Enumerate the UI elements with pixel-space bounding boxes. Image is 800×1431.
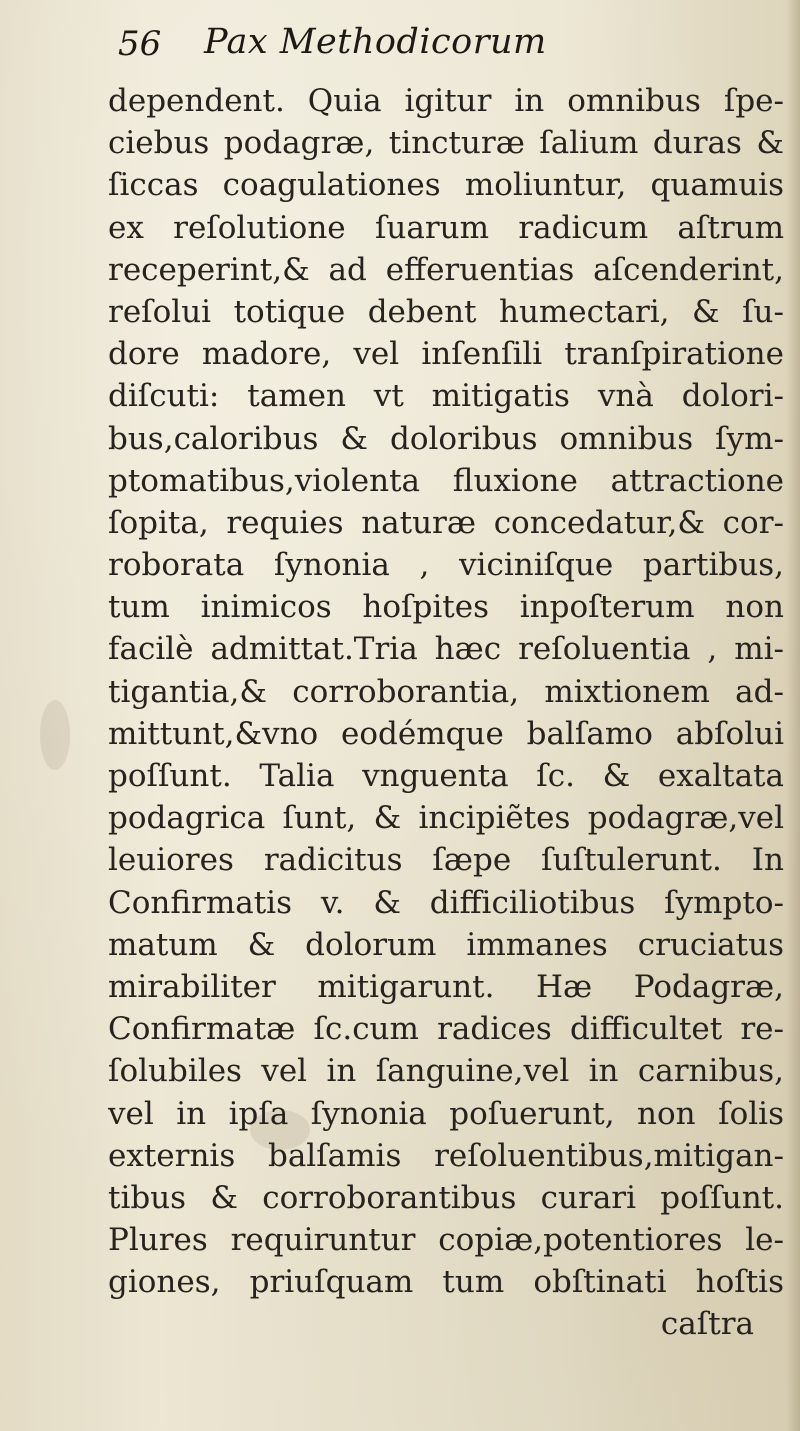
text-line: diſcuti: tamen vt mitigatis vnà dolori-	[108, 378, 784, 415]
text-line: Plures requiruntur copiæ,potentiores le-	[108, 1222, 784, 1259]
text-line: externis balſamis reſoluentibus,mitigan-	[108, 1137, 784, 1174]
text-line: ſiccas coagulationes moliuntur, quamuis	[108, 167, 784, 204]
text-line: tum inimicos hoſpites inpoſterum non	[108, 589, 784, 626]
text-line: leuiores radicitus ſæpe ſuſtulerunt. In	[108, 842, 784, 879]
catchword: caſtra	[660, 1306, 754, 1343]
text-line: bus,caloribus & doloribus omnibus ſym-	[108, 420, 784, 457]
text-line: mittunt,&vno eodémque balſamo abſolui	[108, 715, 784, 752]
text-line: Confirmatæ ſc.cum radices difficultet re-	[108, 1011, 784, 1048]
text-line: poſſunt. Talia vnguenta ſc. & exaltata	[108, 758, 784, 794]
text-line: reſolui totique debent humectari, & ſu-	[108, 293, 784, 330]
text-line: tigantia,& corroborantia, mixtionem ad-	[108, 673, 784, 710]
paper-stain	[40, 700, 70, 770]
text-line: ſolubiles vel in ſanguine,vel in carnibus,	[108, 1053, 784, 1090]
text-line: ex reſolutione ſuarum radicum aſtrum	[108, 209, 784, 246]
text-line: ciebus podagræ, tincturæ ſalium duras &	[108, 125, 784, 162]
text-line: matum & dolorum immanes cruciatus	[108, 926, 784, 963]
text-line: giones, priuſquam tum obſtinati hoſtis	[108, 1264, 784, 1301]
text-line: receperint,& ad efferuentias aſcenderint,	[108, 251, 784, 288]
text-line: Confirmatis v. & difficiliotibus ſympto-	[108, 884, 784, 921]
page-header	[118, 14, 678, 64]
text-line: dore madore, vel inſenſili tranſpiratione	[108, 336, 784, 373]
body-text	[108, 80, 784, 1346]
page-edge-shadow	[786, 0, 800, 1431]
text-line: dependent. Quia igitur in omnibus ſpe-	[108, 83, 784, 119]
text-line: facilè admittat.Tria hæc reſoluentia , mi-	[108, 631, 784, 668]
text-line: mirabiliter mitigarunt. Hæ Podagræ,	[108, 968, 784, 1005]
text-line: vel in ipſa ſynonia poſuerunt, non ſolis	[108, 1095, 784, 1132]
text-line: podagrica ſunt, & incipiẽtes podagræ,vel	[108, 800, 784, 837]
text-line: tibus & corroborantibus curari poſſunt.	[108, 1179, 784, 1216]
text-line: roborata ſynonia , viciniſque partibus,	[108, 547, 784, 584]
running-title: Pax Methodicorum	[204, 22, 547, 62]
text-line: ptomatibus,violenta fluxione attractione	[108, 462, 784, 499]
text-line: ſopita, requies naturæ concedatur,& cor-	[108, 504, 784, 541]
page-number: 56	[118, 24, 162, 64]
